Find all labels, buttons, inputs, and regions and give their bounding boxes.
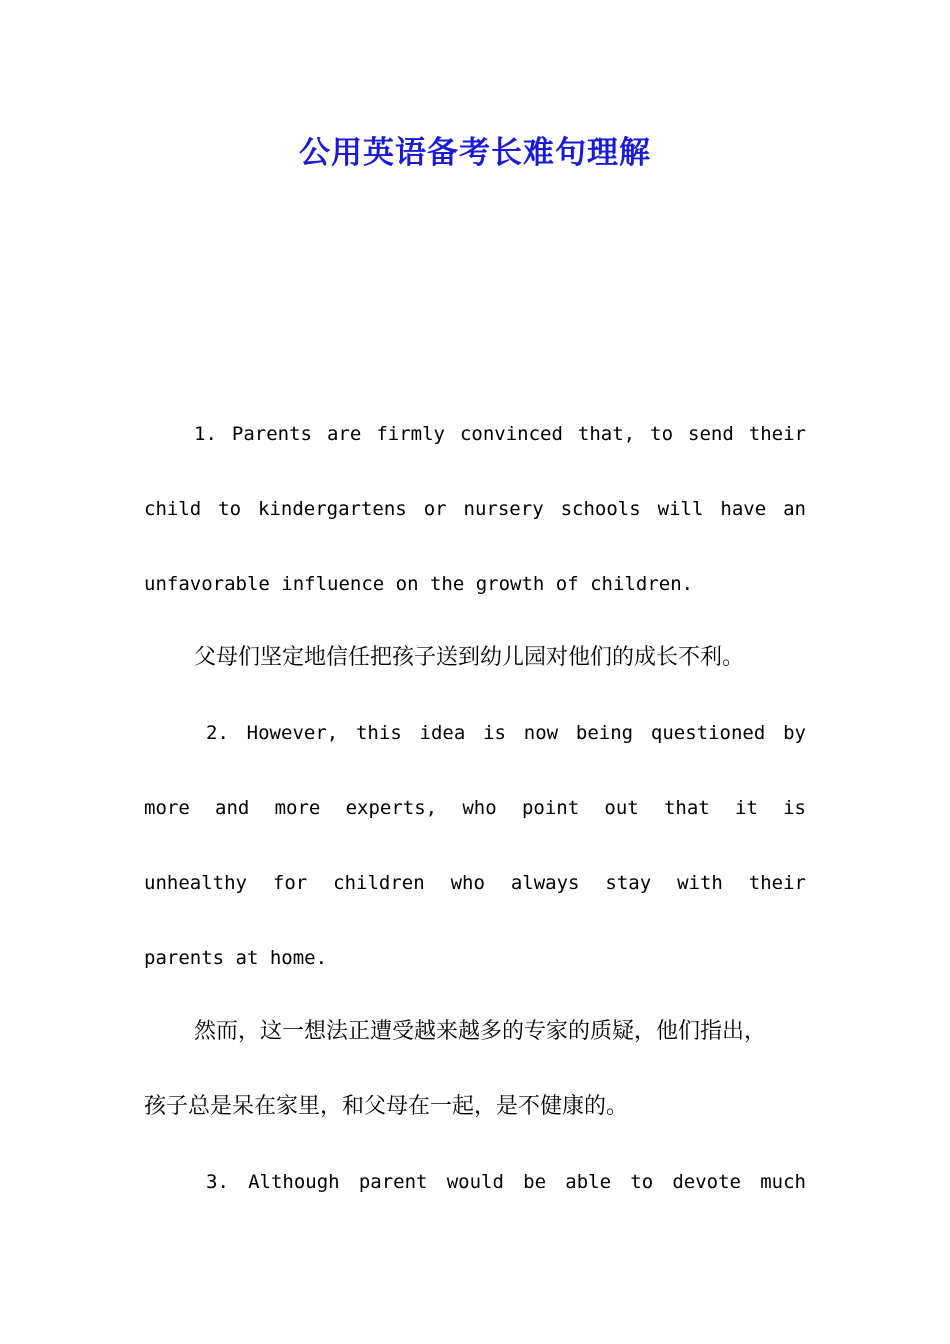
text-line: 孩子总是呆在家里，和父母在一起，是不健康的。 [144, 1094, 629, 1120]
text-line: child to kindergartens or nursery schools will have an [144, 497, 806, 520]
text-line: 1. Parents are firmly convinced that, to send their [194, 423, 806, 445]
text-line: more and more experts, who point out that it is [144, 796, 806, 819]
text-line: unfavorable influence on the growth of children. [144, 572, 694, 595]
document-body [144, 397, 806, 1220]
text-line: 父母们坚定地信任把孩子送到幼儿园对他们的成长不利。 [194, 645, 745, 671]
paragraph-2-chinese [144, 995, 806, 1145]
text-line: 3. Although parent would be able to devote much [206, 1170, 806, 1193]
paragraph-2-english [144, 696, 806, 995]
document-title: 公用英语备考长难句理解 [299, 135, 651, 171]
paragraph-1-english [144, 397, 806, 621]
paragraph-1-chinese [144, 621, 806, 696]
text-line: unhealthy for children who always stay with their [144, 871, 806, 894]
text-line: 2. However, this idea is now being questioned by [206, 722, 806, 745]
text-line: 然而，这一想法正遭受越来越多的专家的质疑，他们指出， [194, 1019, 767, 1045]
text-line: parents at home. [144, 946, 328, 969]
paragraph-3-english [144, 1145, 806, 1220]
